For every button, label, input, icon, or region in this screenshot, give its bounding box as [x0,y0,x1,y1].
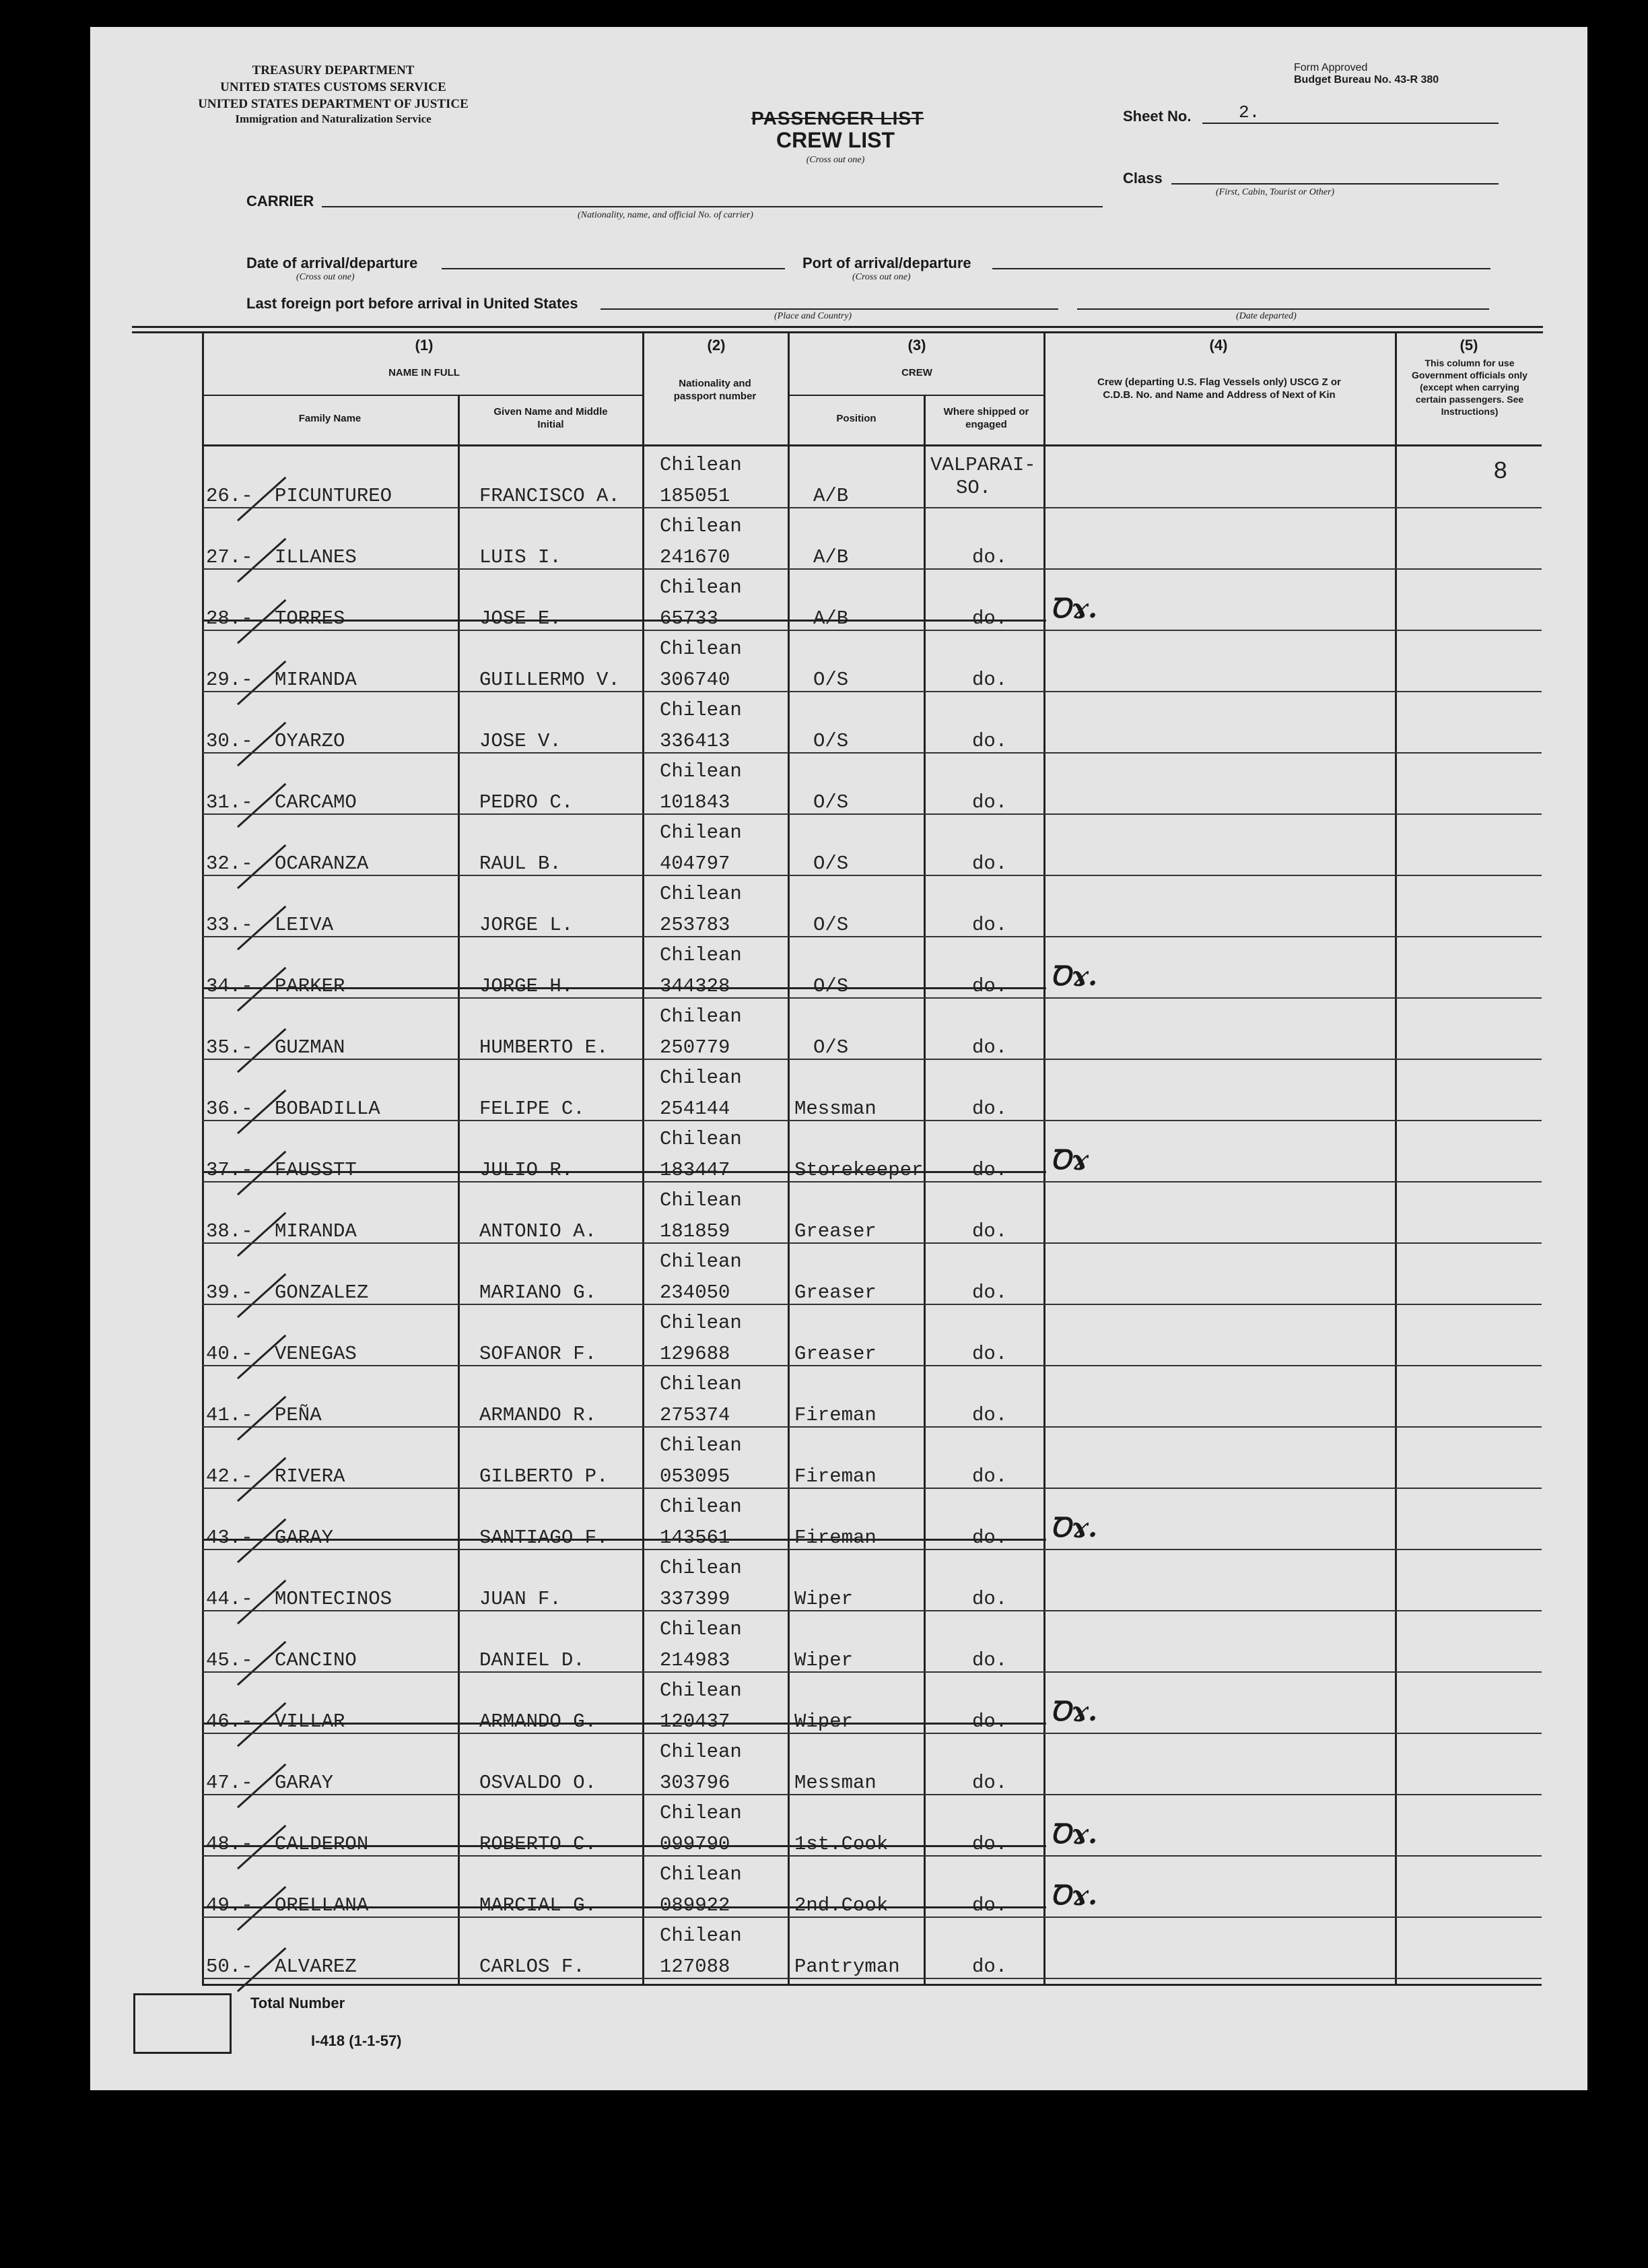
crew-position: 1st.Cook [794,1833,889,1855]
where-shipped-cont: SO. [956,477,992,499]
passport-number: 127088 [660,1956,730,1978]
crew-position: O/S [813,730,849,752]
col2-title: Nationality and passport number [673,378,757,402]
row-number: 28.- [206,607,253,630]
port-arrival-hint: (Cross out one) [852,272,911,282]
where-shipped: do. [972,914,1008,936]
crew-position: Greaser [794,1281,877,1304]
crew-position: O/S [813,669,849,691]
deserted-mark: Ꝺɤ [1050,1144,1089,1176]
where-shipped: do. [972,669,1008,691]
table-top-rule [132,326,1543,328]
row-strikethrough [202,1539,1046,1541]
where-shipped: do. [972,1098,1008,1120]
row-number: 45.- [206,1649,253,1671]
col3-number: (3) [907,337,926,354]
date-departed-hint: (Date departed) [1236,311,1297,321]
row-divider [202,1610,1542,1611]
family-name: ALVAREZ [275,1956,357,1978]
nationality: Chilean [660,1679,742,1702]
row-divider [202,507,1542,508]
row-number: 35.- [206,1036,253,1059]
nationality: Chilean [660,699,742,721]
row-strikethrough [202,987,1046,989]
passport-number: 306740 [660,669,730,691]
carrier-underline [322,206,1103,207]
row-number: 40.- [206,1343,253,1365]
passport-number: 185051 [660,485,730,507]
port-arrival-label: Port of arrival/departure [802,255,971,271]
nationality: Chilean [660,944,742,966]
passenger-list-title-struck: PASSENGER LIST [751,108,924,129]
table-bottom-rule [202,1984,1542,1986]
official-use-value: 8 [1493,458,1508,486]
row-divider [202,1365,1542,1366]
crew-position: A/B [813,607,849,630]
crew-position: Wiper [794,1588,854,1610]
deserted-mark: Ꝺɤ. [1050,1696,1098,1727]
crew-position: A/B [813,546,849,568]
family-name: LEIVA [275,914,334,936]
nationality: Chilean [660,1067,742,1089]
nationality: Chilean [660,1250,742,1273]
col1-title: NAME IN FULL [388,367,460,378]
row-strikethrough [202,620,1046,622]
family-name: PARKER [275,975,345,997]
col-family-name-header: Family Name [298,413,362,424]
deserted-mark: Ꝺɤ. [1050,593,1098,624]
form-approved [1294,62,1439,86]
col-where-shipped-header: Where shipped or engaged [943,406,1029,430]
where-shipped: do. [972,607,1008,630]
row-number: 42.- [206,1465,253,1488]
nationality: Chilean [660,883,742,905]
where-shipped: do. [972,1772,1008,1794]
passport-number: 337399 [660,1588,730,1610]
sheet-no-label: Sheet No. [1123,108,1192,125]
row-number: 37.- [206,1159,253,1181]
crew-position: O/S [813,1036,849,1059]
col-divider-crew [788,333,790,1985]
row-divider [202,1978,1542,1979]
row-number: 31.- [206,791,253,813]
passport-number: 303796 [660,1772,730,1794]
passport-number: 404797 [660,853,730,875]
last-port-underline [600,308,1058,310]
total-number-box[interactable] [133,1993,232,2054]
where-shipped: do. [972,1159,1008,1181]
passport-number: 101843 [660,791,730,813]
passport-number: 181859 [660,1220,730,1242]
nationality: Chilean [660,1373,742,1395]
family-name: GARAY [275,1772,334,1794]
row-strikethrough [202,1845,1046,1847]
row-divider [202,630,1542,631]
where-shipped: do. [972,1710,1008,1733]
total-number-label: Total Number [250,1995,345,2011]
crew-position: Messman [794,1098,877,1120]
dept-line-justice: UNITED STATES DEPARTMENT OF JUSTICE [198,97,469,111]
crew-position: 2nd.Cook [794,1894,889,1916]
passport-number: 053095 [660,1465,730,1488]
col-position-header: Position [836,413,877,424]
dept-line-customs: UNITED STATES CUSTOMS SERVICE [220,80,446,94]
row-divider [202,1181,1542,1182]
family-name: BOBADILLA [275,1098,380,1120]
deserted-mark: Ꝺɤ. [1050,1512,1098,1543]
crew-position: Pantryman [794,1956,900,1978]
family-name: OYARZO [275,730,345,752]
where-shipped: do. [972,1649,1008,1671]
col1-number: (1) [415,337,434,354]
row-divider [202,1488,1542,1489]
row-divider [202,1671,1542,1673]
place-country-hint: (Place and Country) [774,311,852,321]
given-name: JOSE V. [479,730,561,752]
row-divider [202,1916,1542,1918]
deserted-mark: Ꝺɤ. [1050,1818,1098,1850]
given-name: ARMANDO R. [479,1404,597,1426]
crew-position: Fireman [794,1527,877,1549]
row-divider [202,1120,1542,1121]
row-number: 30.- [206,730,253,752]
passport-number: 143561 [660,1527,730,1549]
dept-header [148,62,518,126]
row-divider [202,1855,1542,1857]
row-number: 33.- [206,914,253,936]
where-shipped: do. [972,1527,1008,1549]
subheader-rule-crew [788,395,1043,396]
col4-number: (4) [1209,337,1228,354]
row-divider [202,1794,1542,1795]
nationality: Chilean [660,1128,742,1150]
family-name: ILLANES [275,546,357,568]
given-name: OSVALDO O. [479,1772,597,1794]
port-arrival-underline [992,268,1490,269]
where-shipped: do. [972,1404,1008,1426]
given-name: FELIPE C. [479,1098,585,1120]
given-name: JULIO R. [479,1159,574,1181]
crew-position: O/S [813,853,849,875]
given-name: SOFANOR F. [479,1343,597,1365]
row-divider [202,1059,1542,1060]
col-divider-given [458,395,460,1985]
col4-title: Crew (departing U.S. Flag Vessels only) USCG Z or C.D.B. No. and Name and Address of Next of Kin [1097,376,1341,401]
crew-position: Wiper [794,1649,854,1671]
given-name: MARCIAL G. [479,1894,597,1916]
header-bottom-rule [202,444,1542,446]
family-name: CALDERON [275,1833,369,1855]
row-number: 34.- [206,975,253,997]
row-number: 27.- [206,546,253,568]
passport-number: 344328 [660,975,730,997]
crew-position: A/B [813,485,849,507]
family-name: OCARANZA [275,853,369,875]
row-divider [202,1549,1542,1550]
given-name: RAUL B. [479,853,561,875]
sheet-no-underline [1202,123,1499,124]
row-number: 36.- [206,1098,253,1120]
given-name: DANIEL D. [479,1649,585,1671]
nationality: Chilean [660,638,742,660]
given-name: ANTONIO A. [479,1220,597,1242]
nationality: Chilean [660,1005,742,1028]
family-name: RIVERA [275,1465,345,1488]
where-shipped: do. [972,1833,1008,1855]
row-divider [202,568,1542,570]
nationality: Chilean [660,760,742,782]
passport-number: 254144 [660,1098,730,1120]
row-strikethrough [202,1906,1046,1908]
budget-bureau-number: Budget Bureau No. 43-R 380 [1294,74,1439,86]
crew-position: Messman [794,1772,877,1794]
nationality: Chilean [660,1863,742,1886]
nationality: Chilean [660,454,742,476]
nationality: Chilean [660,1496,742,1518]
where-shipped: do. [972,853,1008,875]
family-name: CARCAMO [275,791,357,813]
family-name: PICUNTUREO [275,485,392,507]
family-name: ORELLANA [275,1894,369,1916]
nationality: Chilean [660,515,742,537]
given-name: HUMBERTO E. [479,1036,609,1059]
row-divider [202,997,1542,999]
crew-position: Fireman [794,1465,877,1488]
date-arrival-hint: (Cross out one) [296,272,355,282]
nationality: Chilean [660,1557,742,1579]
crew-position: Storekeeper [794,1159,924,1181]
where-shipped: do. [972,1281,1008,1304]
passport-number: 089922 [660,1894,730,1916]
passport-number: 129688 [660,1343,730,1365]
col-divider-nationality [642,333,644,1985]
nationality: Chilean [660,1925,742,1947]
col-divider-where [924,395,926,1985]
family-name: CANCINO [275,1649,357,1671]
row-number: 39.- [206,1281,253,1304]
where-shipped: do. [972,730,1008,752]
row-number: 49.- [206,1894,253,1916]
table-top-rule-2 [132,331,1543,333]
family-name: MIRANDA [275,669,357,691]
row-divider [202,875,1542,876]
class-label: Class [1123,170,1163,187]
row-number: 50.- [206,1956,253,1978]
given-name: JORGE L. [479,914,574,936]
row-divider [202,1733,1542,1734]
where-shipped: VALPARAI- [930,454,1036,476]
passport-number: 250779 [660,1036,730,1059]
title-cross-out-hint: (Cross out one) [806,155,865,165]
given-name: SANTIAGO F. [479,1527,609,1549]
passport-number: 234050 [660,1281,730,1304]
given-name: CARLOS F. [479,1956,585,1978]
nationality: Chilean [660,1434,742,1457]
nationality: Chilean [660,1189,742,1211]
col-divider-col4 [1043,333,1045,1985]
passport-number: 253783 [660,914,730,936]
row-divider [202,752,1542,754]
where-shipped: do. [972,1220,1008,1242]
row-number: 26.- [206,485,253,507]
passport-number: 275374 [660,1404,730,1426]
row-divider [202,813,1542,815]
family-name: VILLAR [275,1710,345,1733]
carrier-label: CARRIER [246,193,314,209]
row-strikethrough [202,1723,1046,1725]
crew-position: O/S [813,975,849,997]
passport-number: 214983 [660,1649,730,1671]
family-name: TORRES [275,607,345,630]
date-arrival-label: Date of arrival/departure [246,255,418,271]
dept-line-treasury: TREASURY DEPARTMENT [252,63,415,77]
deserted-mark: Ꝺɤ. [1050,1879,1098,1911]
row-divider [202,936,1542,937]
nationality: Chilean [660,1618,742,1640]
col3-title: CREW [901,367,932,378]
given-name: GILBERTO P. [479,1465,609,1488]
row-number: 44.- [206,1588,253,1610]
last-port-label: Last foreign port before arrival in United States [246,295,578,312]
sheet-no-value: 2. [1239,102,1260,123]
given-name: LUIS I. [479,546,561,568]
nationality: Chilean [660,822,742,844]
date-arrival-underline [442,268,785,269]
date-departed-underline [1077,308,1489,310]
crew-list-title: CREW LIST [776,128,895,152]
given-name: ARMANDO G. [479,1710,597,1733]
row-number: 48.- [206,1833,253,1855]
family-name: VENEGAS [275,1343,357,1365]
passport-number: 183447 [660,1159,730,1181]
dept-line-ins: Immigration and Naturalization Service [235,112,432,125]
given-name: JUAN F. [479,1588,561,1610]
row-number: 41.- [206,1404,253,1426]
nationality: Chilean [660,576,742,599]
family-name: GONZALEZ [275,1281,369,1304]
class-underline [1171,183,1499,185]
passport-number: 336413 [660,730,730,752]
where-shipped: do. [972,975,1008,997]
carrier-hint: (Nationality, name, and official No. of carrier) [578,210,753,220]
nationality: Chilean [660,1802,742,1824]
where-shipped: do. [972,1588,1008,1610]
given-name: GUILLERMO V. [479,669,620,691]
given-name: MARIANO G. [479,1281,597,1304]
crew-position: Wiper [794,1710,854,1733]
col5-title: This column for use Government officials only (except when carrying certain passengers. See Instructions) [1412,358,1527,417]
row-number: 32.- [206,853,253,875]
row-divider [202,1304,1542,1305]
where-shipped: do. [972,1465,1008,1488]
col5-number: (5) [1460,337,1478,354]
nationality: Chilean [660,1312,742,1334]
class-hint: (First, Cabin, Tourist or Other) [1216,187,1335,197]
form-approved-label: Form Approved [1294,62,1368,73]
passport-number: 65733 [660,607,719,630]
crew-position: O/S [813,914,849,936]
family-name: MONTECINOS [275,1588,392,1610]
crew-position: Greaser [794,1343,877,1365]
given-name: JOSE E. [479,607,561,630]
col2-number: (2) [707,337,726,354]
given-name: PEDRO C. [479,791,574,813]
row-number: 29.- [206,669,253,691]
deserted-mark: Ꝺɤ. [1050,960,1098,992]
crew-position: Fireman [794,1404,877,1426]
table-left-border [202,333,204,1985]
row-divider [202,691,1542,692]
crew-position: Greaser [794,1220,877,1242]
crew-position: O/S [813,791,849,813]
given-name: ROBERTO C. [479,1833,597,1855]
passport-number: 241670 [660,546,730,568]
passport-number: 099790 [660,1833,730,1855]
family-name: GUZMAN [275,1036,345,1059]
row-number: 47.- [206,1772,253,1794]
col-divider-col5 [1395,333,1397,1985]
family-name: FAUSSTT [275,1159,357,1181]
family-name: GARAY [275,1527,334,1549]
family-name: MIRANDA [275,1220,357,1242]
given-name: JORGE H. [479,975,574,997]
given-name: FRANCISCO A. [479,485,620,507]
where-shipped: do. [972,791,1008,813]
where-shipped: do. [972,1036,1008,1059]
row-divider [202,1426,1542,1428]
row-number: 43.- [206,1527,253,1549]
where-shipped: do. [972,546,1008,568]
where-shipped: do. [972,1343,1008,1365]
row-number: 46.- [206,1710,253,1733]
row-strikethrough [202,1171,1046,1173]
passport-number: 120437 [660,1710,730,1733]
where-shipped: do. [972,1894,1008,1916]
where-shipped: do. [972,1956,1008,1978]
row-number: 38.- [206,1220,253,1242]
subheader-rule-name [202,395,642,396]
col-given-name-header: Given Name and Middle Initial [493,406,608,430]
nationality: Chilean [660,1741,742,1763]
family-name: PEÑA [275,1404,322,1426]
form-number: I-418 (1-1-57) [311,2032,402,2049]
row-divider [202,1242,1542,1244]
